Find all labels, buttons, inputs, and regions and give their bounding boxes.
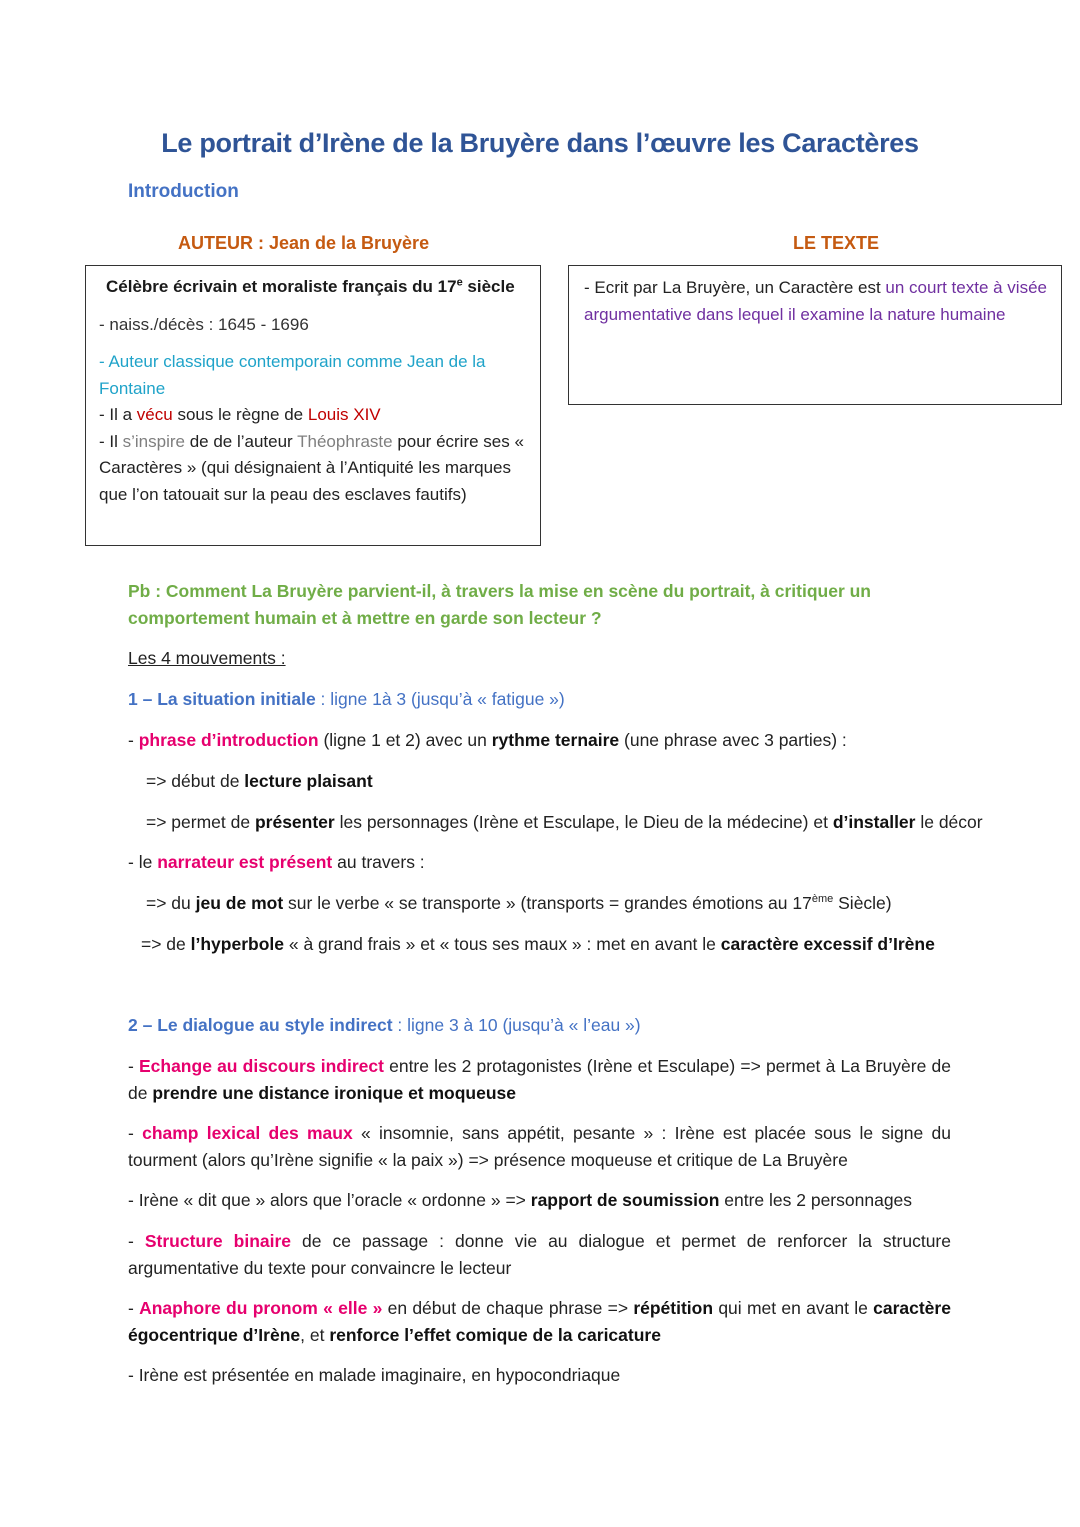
auteur-inspire: - Il s’inspire de de l’auteur Théophraste pour écrire ses « Caractères » (qui désignaient à l’Antiquité les marques que l’on tatouait sur la peau des esclaves fautifs) — [99, 431, 524, 504]
page-title: Le portrait d’Irène de la Bruyère dans l’œuvre les Caractères — [161, 128, 919, 158]
section-introduction: Introduction — [128, 181, 239, 202]
m2-para-1: - Echange au discours indirect entre les 2 protagonistes (Irène et Esculape) => permet à La Bruyère de de prendre une distance ironique et moqueuse — [128, 1056, 951, 1103]
m2-para-6: - Irène est présentée en malade imaginaire, en hypocondriaque — [128, 1365, 621, 1385]
auteur-box — [85, 265, 541, 546]
m1-line-5: => du jeu de mot sur le verbe « se transporte » (transports = grandes émotions au 17ème Siècle) — [146, 893, 892, 913]
m1-line-6: => de l’hyperbole « à grand frais » et « tous ses maux » : met en avant le caractère excessif d’Irène — [141, 934, 935, 954]
m2-para-3: - Irène « dit que » alors que l’oracle « ordonne » => rapport de soumission entre les 2 personnages — [128, 1190, 913, 1210]
m1-line-1: - phrase d’introduction (ligne 1 et 2) avec un rythme ternaire (une phrase avec 3 parties) : — [128, 730, 847, 750]
m2-para-5: - Anaphore du pronom « elle » en début de chaque phrase => répétition qui met en avant le caractère égocentrique d’Irène, et renforce l’effet comique de la caricature — [128, 1298, 951, 1345]
m1-line-2: => début de lecture plaisant — [146, 771, 373, 791]
m1-line-3: => permet de présenter les personnages (Irène et Esculape, le Dieu de la médecine) et d’installer le décor — [146, 812, 983, 832]
auteur-dates: - naiss./décès : 1645 - 1696 — [99, 315, 309, 334]
auteur-classique: - Auteur classique contemporain comme Jean de la Fontaine — [99, 352, 486, 398]
auteur-box-heading: Célèbre écrivain et moraliste français du 17e siècle — [106, 276, 515, 296]
m1-heading: 1 – La situation initiale : ligne 1à 3 (jusqu’à « fatigue ») — [128, 689, 565, 709]
texte-description: - Ecrit par La Bruyère, un Caractère est un court texte à visée argumentative dans lequel il examine la nature humaine — [584, 278, 1047, 324]
m2-para-2: - champ lexical des maux « insomnie, sans appétit, pesante » : Irène est placée sous le signe du tourment (alors qu’Irène signifie « la paix ») => présence moqueuse et critique de La Bruyère — [128, 1123, 951, 1170]
texte-heading: LE TEXTE — [793, 233, 880, 253]
texte-box — [568, 265, 1062, 405]
m2-para-4: - Structure binaire de ce passage : donne vie au dialogue et permet de renforcer la structure argumentative du texte pour convaincre le lecteur — [128, 1231, 951, 1278]
problematique: Pb : Comment La Bruyère parvient-il, à travers la mise en scène du portrait, à critiquer un comportement humain et à mettre en garde son lecteur ? — [128, 581, 871, 628]
auteur-vecu: - Il a vécu sous le règne de Louis XIV — [99, 405, 381, 424]
m1-line-4: - le narrateur est présent au travers : — [128, 852, 425, 872]
m2-heading: 2 – Le dialogue au style indirect : ligne 3 à 10 (jusqu’à « l’eau ») — [128, 1015, 641, 1035]
auteur-heading: AUTEUR : Jean de la Bruyère — [178, 233, 430, 253]
mouvements-label: Les 4 mouvements : — [128, 648, 286, 668]
auteur-details — [99, 349, 528, 508]
